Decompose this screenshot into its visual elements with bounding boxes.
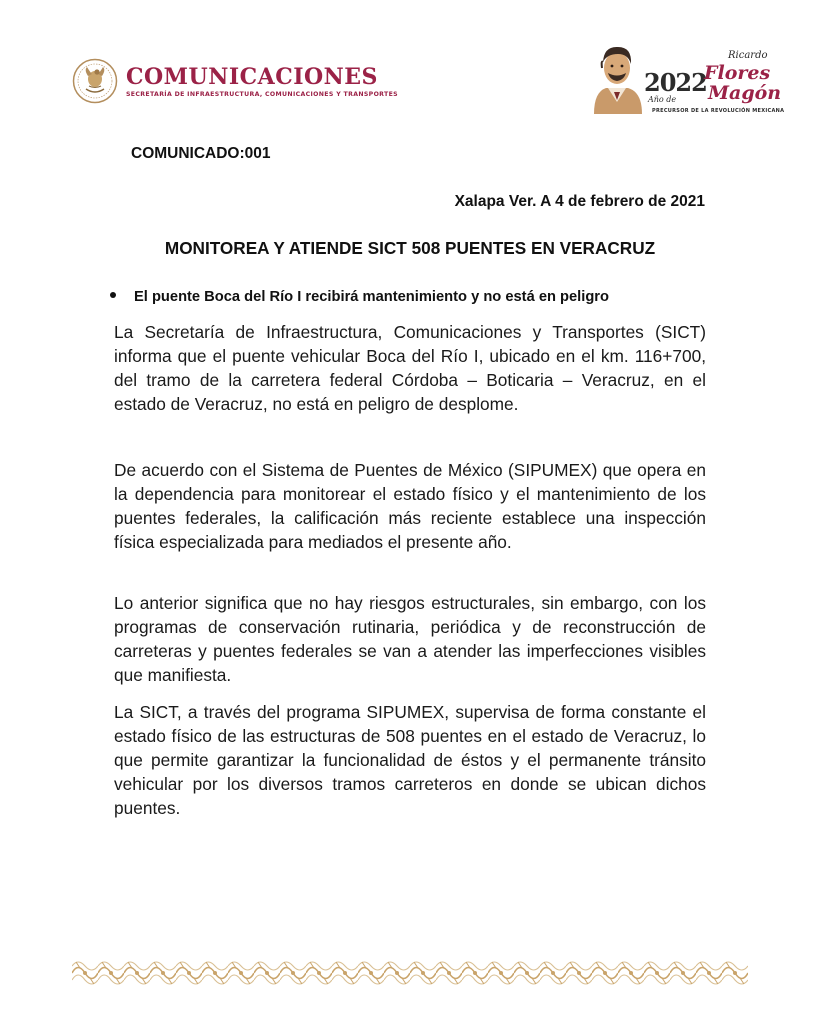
bullet-item — [110, 289, 609, 305]
commemorative-text — [644, 46, 785, 116]
bullet-text: El puente Boca del Río I recibirá mantenimiento y no está en peligro — [134, 289, 609, 305]
brand-subtitle: SECRETARÍA DE INFRAESTRUCTURA, COMUNICACIONES Y TRANSPORTES — [126, 90, 398, 98]
body-paragraph: Lo anterior significa que no hay riesgos estructurales, sin embargo, con los programas de conservación rutinaria, periódica y de reconstrucción de carreteras y puentes federales se van a atender las imperfecciones visibles que manifiesta. — [114, 593, 706, 685]
ricardo-flores-magon-portrait-icon — [588, 40, 646, 114]
honoree-middle-name: Flores — [704, 62, 771, 84]
honoree-first-name: Ricardo — [728, 50, 768, 61]
decorative-pattern-border-icon — [72, 958, 748, 988]
mexico-coat-of-arms-seal-icon — [72, 58, 118, 104]
comunicado-number: COMUNICADO:001 — [131, 145, 271, 162]
body-paragraph: De acuerdo con el Sistema de Puentes de México (SIPUMEX) que opera en la dependencia para monitorear el estado físico y el mantenimiento de los puentes federales, la calificación más reciente establece una inspección física especializada para mediados el presente año. — [114, 460, 706, 552]
bullet-icon — [110, 292, 116, 298]
headline: MONITOREA Y ATIENDE SICT 508 PUENTES EN VERACRUZ — [164, 238, 656, 258]
commemorative-year: 2022 — [644, 68, 707, 97]
institution-header — [72, 56, 398, 106]
brand-title: COMUNICACIONES — [126, 63, 378, 90]
commemorative-logo — [588, 40, 785, 116]
brand-block — [126, 65, 398, 98]
honoree-tagline: PRECURSOR DE LA REVOLUCIÓN MEXICANA — [652, 108, 785, 114]
body-paragraph: La Secretaría de Infraestructura, Comunicaciones y Transportes (SICT) informa que el puente vehicular Boca del Río I, ubicado en el km. 116+700, del tramo de la carretera federal Córdoba – Boticaria – Veracruz, en el estado de Veracruz, no está en peligro de desplome. — [114, 322, 706, 414]
ano-de-label: Año de — [648, 95, 677, 104]
dateline: Xalapa Ver. A 4 de febrero de 2021 — [454, 193, 705, 210]
body-paragraph: La SICT, a través del programa SIPUMEX, supervisa de forma constante el estado físico de las estructuras de 508 puentes en el estado de Veracruz, lo que permite garantizar la funcionalidad de éstos y el permanente tránsito vehicular por los diversos tramos carreteros en donde se ubican dichos puentes. — [114, 702, 706, 818]
honoree-last-name: Magón — [708, 82, 782, 104]
